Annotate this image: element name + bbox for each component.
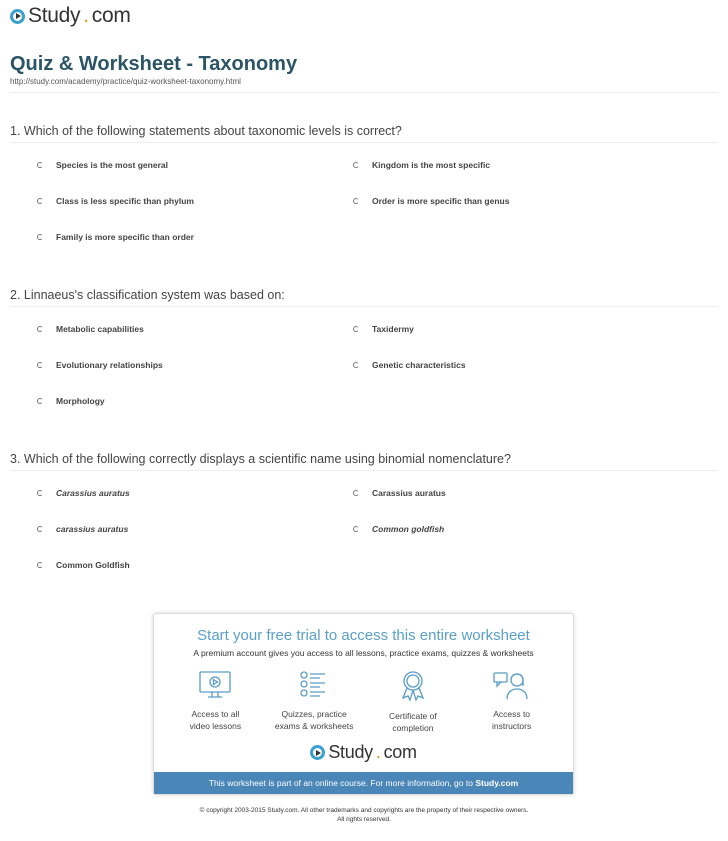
radio-icon[interactable] <box>353 162 359 168</box>
radio-icon[interactable] <box>353 490 359 496</box>
radio-icon[interactable] <box>353 526 359 532</box>
feature-quizzes: Quizzes, practice exams & worksheets <box>267 670 362 734</box>
promo-heading: Start your free trial to access this entire worksheet <box>197 627 530 644</box>
play-icon <box>310 745 325 760</box>
study-link[interactable]: Study.com <box>475 778 519 788</box>
divider <box>10 92 718 93</box>
promo-box <box>153 613 574 795</box>
answer-option[interactable]: Carassius auratus <box>37 488 130 498</box>
promo-info-bar: This worksheet is part of an online course. For more information, go to Study.com <box>154 772 573 794</box>
radio-icon[interactable] <box>37 526 43 532</box>
answer-option[interactable]: Class is less specific than phylum <box>37 196 194 206</box>
answer-option[interactable]: Kingdom is the most specific <box>353 160 490 170</box>
radio-icon[interactable] <box>37 162 43 168</box>
page-url: http://study.com/academy/practice/quiz-worksheet-taxonomy.html <box>10 77 241 86</box>
answer-option[interactable]: Order is more specific than genus <box>353 196 509 206</box>
instructor-chat-icon <box>493 670 531 700</box>
promo-subheading: A premium account gives you access to all lessons, practice exams, quizzes & worksheets <box>193 648 534 658</box>
feature-instructors: Access to instructors <box>464 670 559 734</box>
feature-certificate: Certificate of completion <box>365 670 460 734</box>
question-2: 2. Linnaeus's classification system was based on: <box>10 288 285 302</box>
video-monitor-icon <box>198 670 232 700</box>
feature-video-lessons: Access to all video lessons <box>168 670 263 734</box>
radio-icon[interactable] <box>353 326 359 332</box>
radio-icon[interactable] <box>37 562 43 568</box>
answer-option[interactable]: Family is more specific than order <box>37 232 194 242</box>
answer-option[interactable]: Metabolic capabilities <box>37 324 144 334</box>
study-logo[interactable]: Study . com <box>10 4 131 28</box>
answer-option[interactable]: carassius auratus <box>37 524 128 534</box>
divider <box>10 142 718 143</box>
answer-option[interactable]: Taxidermy <box>353 324 414 334</box>
radio-icon[interactable] <box>37 362 43 368</box>
divider <box>10 470 718 471</box>
radio-icon[interactable] <box>37 490 43 496</box>
answer-option[interactable]: Genetic characteristics <box>353 360 466 370</box>
answer-option[interactable]: Morphology <box>37 396 105 406</box>
answer-option[interactable]: Carassius auratus <box>353 488 446 498</box>
radio-icon[interactable] <box>37 326 43 332</box>
question-3: 3. Which of the following correctly displays a scientific name using binomial nomenclature? <box>10 452 511 466</box>
divider <box>10 306 718 307</box>
answer-option[interactable]: Common Goldfish <box>37 560 130 570</box>
radio-icon[interactable] <box>37 398 43 404</box>
answer-option[interactable]: Species is the most general <box>37 160 168 170</box>
radio-icon[interactable] <box>353 198 359 204</box>
question-1: 1. Which of the following statements about taxonomic levels is correct? <box>10 124 402 138</box>
page-title: Quiz & Worksheet - Taxonomy <box>10 53 298 75</box>
promo-study-logo[interactable]: Study . com <box>154 742 573 763</box>
certificate-ribbon-icon <box>399 670 427 702</box>
radio-icon[interactable] <box>37 198 43 204</box>
answer-option[interactable]: Common goldfish <box>353 524 444 534</box>
radio-icon[interactable] <box>37 234 43 240</box>
copyright-footer: © copyright 2003-2015 Study.com. All other trademarks and copyrights are the property of their respective owners. All rights reserved. <box>199 807 529 823</box>
checklist-icon <box>299 670 329 700</box>
answer-option[interactable]: Evolutionary relationships <box>37 360 163 370</box>
play-icon <box>10 9 25 24</box>
radio-icon[interactable] <box>353 362 359 368</box>
